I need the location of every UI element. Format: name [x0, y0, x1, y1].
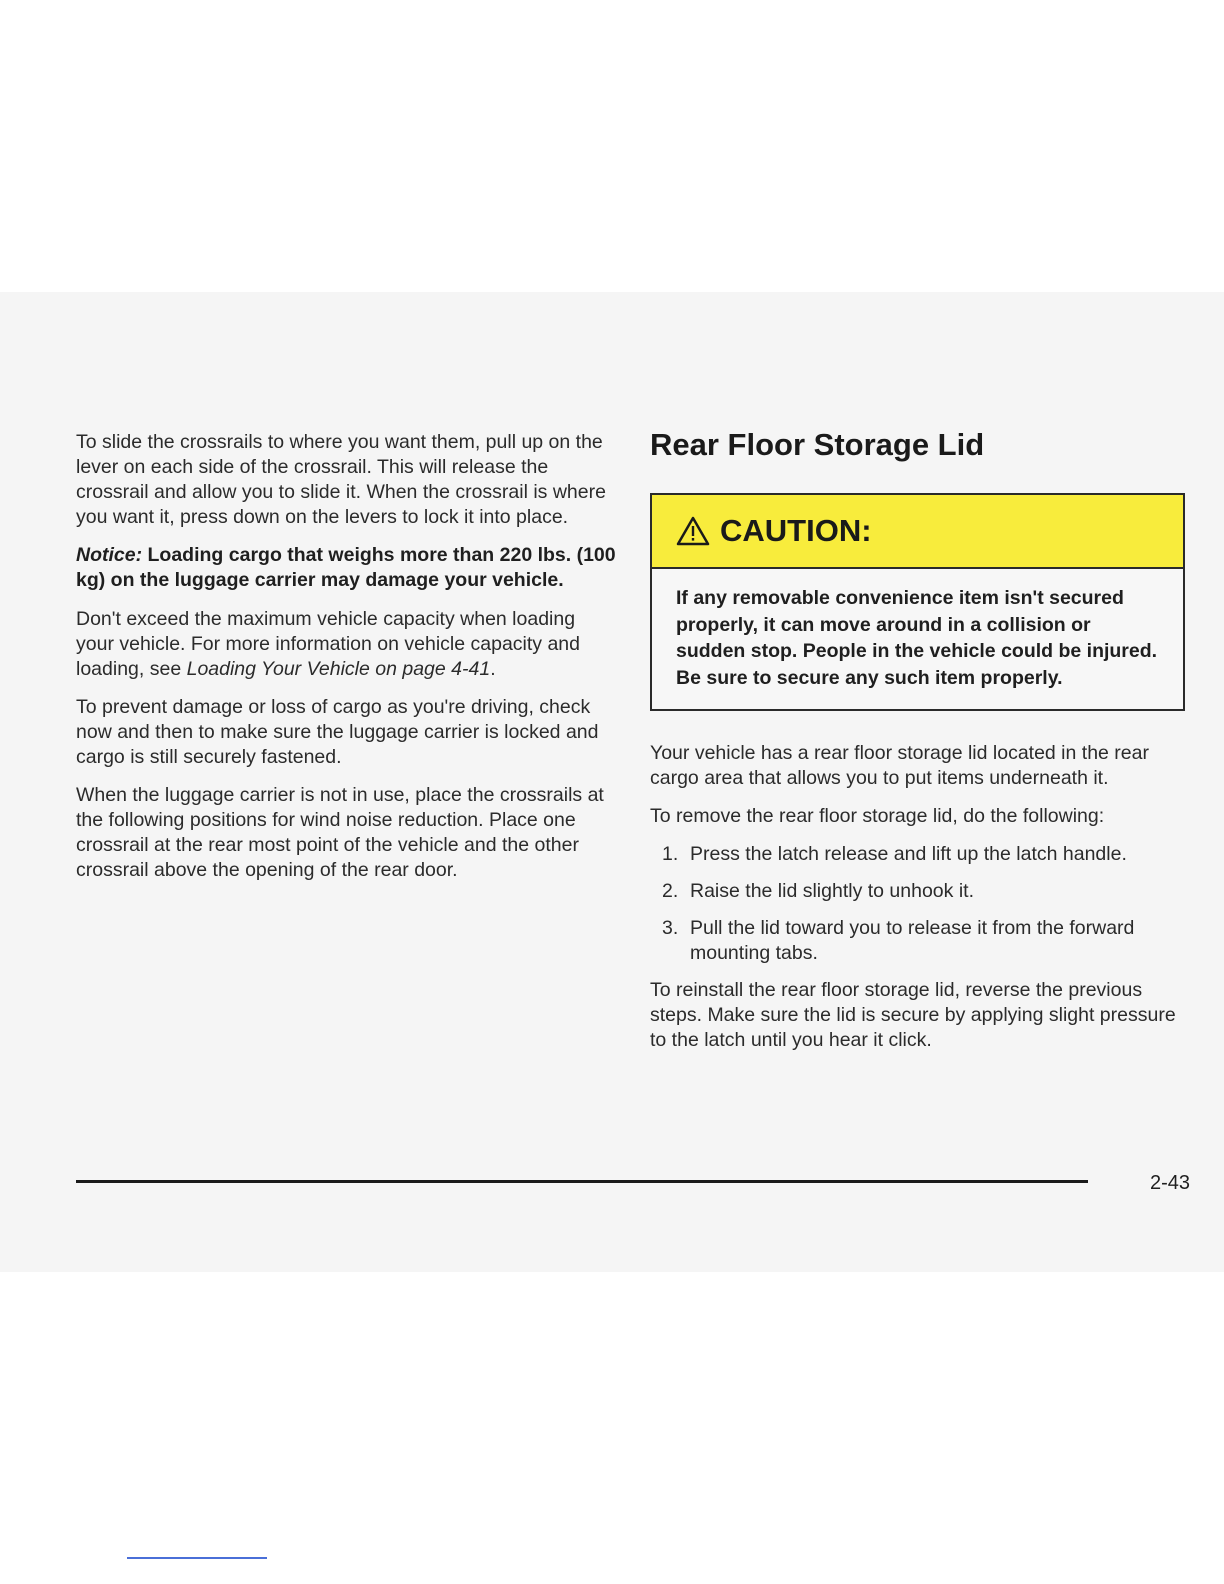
capacity-text-end: . — [490, 658, 496, 680]
caution-text: If any removable convenience item isn't secured properly, it can move around in a collision or sudden stop. People in the vehicle could be injured. Be sure to secure any such item properly. — [676, 587, 1158, 689]
section-heading: Rear Floor Storage Lid — [650, 427, 985, 462]
caution-header — [652, 495, 1183, 569]
crossrail-slide-paragraph: To slide the crossrails to where you want them, pull up on the lever on each side of the crossrail. This will release the crossrail and allow you to slide it. When the crossrail is where you want it, press down on the levers to lock it into place. — [76, 431, 606, 528]
right-column — [650, 425, 1195, 1066]
page-number: 2-43 — [1149, 1172, 1190, 1194]
notice-label: Notice: — [76, 544, 143, 566]
left-column — [76, 430, 616, 896]
capacity-text: Don't exceed the maximum vehicle capacity when loading your vehicle. For more information on vehicle capacity and loading, see — [76, 608, 580, 680]
caution-title: CAUTION: — [720, 513, 872, 548]
cargo-check-paragraph: To prevent damage or loss of cargo as you're driving, check now and then to make sure the luggage carrier is locked and cargo is still securely fastened. — [76, 696, 599, 768]
notice-text: Loading cargo that weighs more than 220 lbs. (100 kg) on the luggage carrier may damage your vehicle. — [76, 544, 616, 591]
list-item: 3. Pull the lid toward you to release it from the forward mounting tabs. — [662, 917, 1135, 964]
notice-paragraph — [76, 543, 616, 593]
reinstall-paragraph: To reinstall the rear floor storage lid, reverse the previous steps. Make sure the lid is secure by applying slight pressure to the latch until you hear it click. — [650, 979, 1176, 1051]
warning-triangle-icon — [676, 516, 710, 546]
footer-rule — [76, 1180, 1088, 1183]
caution-box — [650, 493, 1185, 711]
removal-steps-list — [650, 842, 1195, 966]
storage-lid-intro: Your vehicle has a rear floor storage lid located in the rear cargo area that allows you to put items underneath it. — [650, 742, 1149, 789]
capacity-reference[interactable]: Loading Your Vehicle on page 4-41 — [186, 658, 491, 680]
bottom-link-underline[interactable] — [127, 1557, 267, 1559]
list-item: 1. Press the latch release and lift up the latch handle. — [662, 843, 1127, 865]
wind-noise-paragraph: When the luggage carrier is not in use, place the crossrails at the following positions for wind noise reduction. Place one crossrail at the rear most point of the vehicle and the other crossrail above the opening of the rear door. — [76, 784, 604, 881]
list-item: 2. Raise the lid slightly to unhook it. — [662, 880, 974, 902]
remove-lid-intro: To remove the rear floor storage lid, do the following: — [650, 805, 1105, 827]
capacity-paragraph — [76, 607, 616, 682]
